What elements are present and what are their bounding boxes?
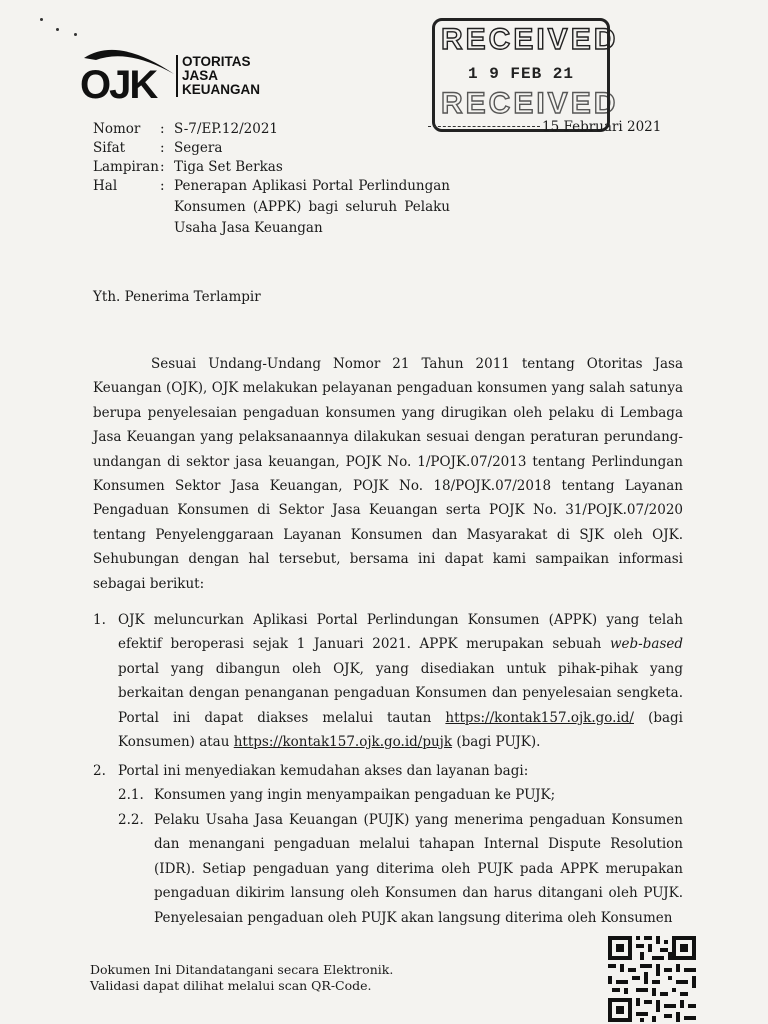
list-number: 2. (93, 763, 106, 779)
link-pujk[interactable]: https://kontak157.ojk.go.id/pujk (233, 734, 453, 751)
ojk-logo-icon (78, 34, 176, 104)
logo-line: KEUANGAN (182, 82, 261, 97)
meta-value: S-7/EP.12/2021 (174, 121, 279, 137)
meta-key: Hal (93, 178, 118, 194)
meta-value: Segera (174, 140, 223, 156)
intro-paragraph: Sesuai Undang-Undang Nomor 21 Tahun 2011 tentang Otoritas Jasa Keuangan (OJK), OJK melakukan pelayanan pengaduan konsumen yang salah satunya berupa penyelesaian pengaduan konsumen yang dirugikan oleh pelaku di Lembaga Jasa Keuangan yang pelaksanaannya dilakukan sesuai dengan peraturan perundang-undangan di sektor jasa keuangan, POJK No. 1/POJK.07/2013 tentang Perlindungan Konsumen Sektor Jasa Keuangan, POJK No. 18/POJK.07/2018 tentang Layanan Pengaduan Konsumen di Sektor Jasa Keuangan serta POJK No. 31/POJK.07/2020 tentang Penyelenggaraan Layanan Konsumen dan Masyarakat di SJK oleh OJK. Sehubungan dengan hal tersebut, bersama ini dapat kami sampaikan informasi sebagai berikut: (93, 356, 683, 592)
logo-wordmark (176, 55, 260, 97)
qr-code-icon[interactable] (606, 934, 698, 1024)
scan-speck (40, 18, 43, 21)
meta-key: Nomor (93, 121, 141, 137)
meta-colon: : (160, 159, 165, 175)
meta-key: Lampiran (93, 159, 159, 175)
salutation: Yth. Penerima Terlampir (93, 289, 261, 305)
item1-text: (bagi PUJK). (452, 734, 541, 751)
logo-line: OTORITAS (182, 54, 251, 69)
scan-speck (74, 33, 77, 36)
list-item-2: Portal ini menyediakan kemudahan akses dan layanan bagi: (118, 763, 529, 779)
meta-colon: : (160, 121, 165, 137)
item1-text: OJK meluncurkan Aplikasi Portal Perlindungan Konsumen (APPK) yang telah efektif beroperasi sejak 1 Januari 2021. APPK merupakan sebuah (118, 612, 683, 653)
svg-text:OJK: OJK (80, 63, 157, 104)
stamp-word-mirror: RECEIVED (441, 87, 619, 120)
footer-line: Dokumen Ini Ditandatangani secara Elektronik. (90, 962, 394, 977)
meta-colon: : (160, 178, 165, 194)
meta-colon: : (160, 140, 165, 156)
footer-line: Validasi dapat dilihat melalui scan QR-Code. (90, 978, 372, 993)
scan-speck (56, 28, 59, 31)
link-konsumen[interactable]: https://kontak157.ojk.go.id/ (445, 709, 634, 726)
list-number: 1. (93, 612, 106, 628)
sublist-number: 2.2. (118, 812, 144, 828)
sublist-number: 2.1. (118, 787, 144, 803)
item1-text: portal yang dibangun oleh OJK, yang disediakan untuk pihak-pihak yang berkaitan dengan penanganan pengaduan Konsumen dan penyelesaian sengketa. Portal ini dapat diakses melalui tautan (118, 660, 683, 726)
item1-text: (bagi Konsumen) atau (118, 709, 683, 751)
sublist-item-2-1: Konsumen yang ingin menyampaikan pengaduan ke PUJK; (154, 787, 556, 803)
e-sign-note (90, 962, 393, 994)
list-item-1 (118, 608, 683, 754)
sublist-item-2-2: Pelaku Usaha Jasa Keuangan (PUJK) yang menerima pengaduan Konsumen dan menangani pengaduan melalui tahapan Internal Dispute Resolution (IDR). Setiap pengaduan yang diterima oleh PUJK pada APPK merupakan pengaduan dikirim lansung oleh Konsumen dan harus ditangani oleh PUJK. Penyelesaian pengaduan oleh PUJK akan langsung diterima oleh Konsumen (154, 812, 683, 926)
logo-line: JASA (182, 68, 219, 83)
stamp-date: 1 9 FEB 21 (467, 65, 574, 83)
stamp-word: RECEIVED (441, 23, 619, 56)
item1-italic: web-based (610, 636, 683, 653)
letter-date-text: 15 Februari 2021 (542, 119, 662, 135)
meta-value-subject: Penerapan Aplikasi Portal Perlindungan Konsumen (APPK) bagi seluruh Pelaku Usaha Jasa Keuangan (174, 178, 450, 236)
meta-value: Tiga Set Berkas (174, 159, 283, 175)
meta-key: Sifat (93, 140, 126, 156)
letter-date (428, 119, 661, 135)
